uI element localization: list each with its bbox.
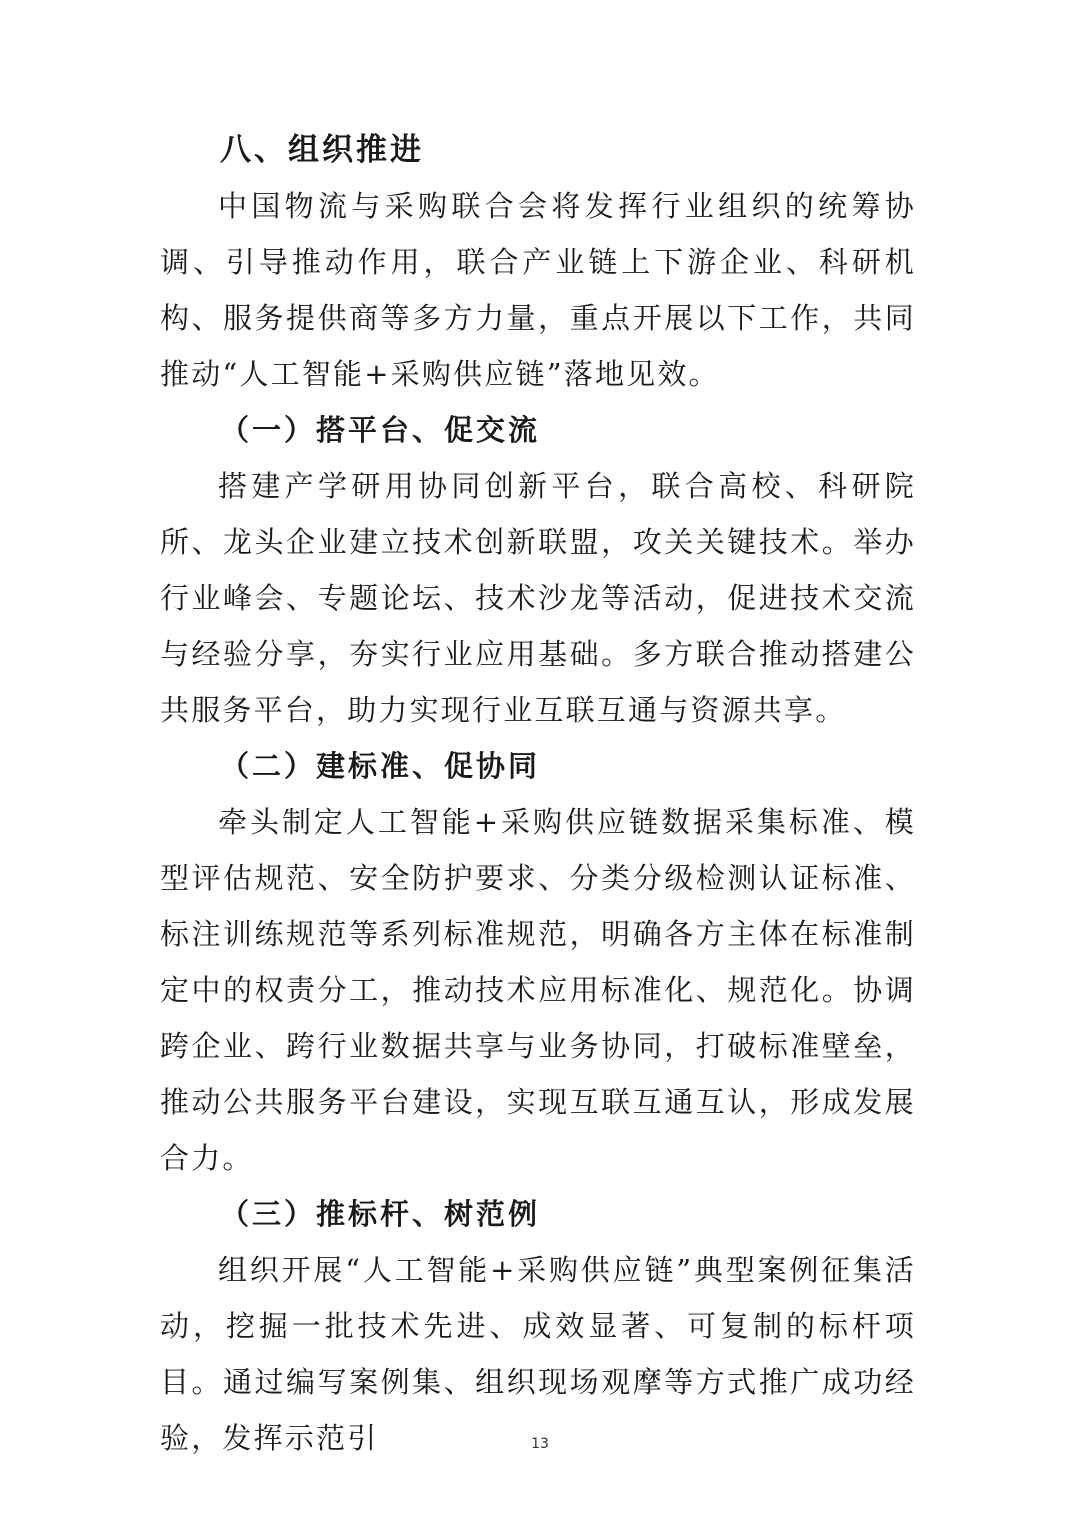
page-number: 13 [531,1436,549,1452]
page-content [160,122,916,1466]
subsection-heading-3: （三）推标杆、树范例 [220,1197,541,1231]
subsection-heading-2: （二）建标准、促协同 [220,749,541,783]
section-heading: 八、组织推进 [220,132,424,168]
subsection-paragraph-1: 搭建产学研用协同创新平台，联合高校、科研院所、龙头企业建立技术创新联盟，攻关关键技术。举办行业峰会、专题论坛、技术沙龙等活动，促进技术交流与经验分享，夯实行业应用基础。多方联合推动搭建公共服务平台，助力实现行业互联互通与资源共享。 [160,469,916,727]
subsection-paragraph-3: 组织开展“人工智能+采购供应链”典型案例征集活动，挖掘一批技术先进、成效显著、可复制的标杆项目。通过编写案例集、组织现场观摩等方式推广成功经验，发挥示范引 [160,1253,916,1455]
section-intro-paragraph: 中国物流与采购联合会将发挥行业组织的统筹协调、引导推动作用，联合产业链上下游企业、科研机构、服务提供商等多方力量，重点开展以下工作，共同推动“人工智能+采购供应链”落地见效。 [160,189,916,391]
subsection-heading-1: （一）搭平台、促交流 [220,413,541,447]
subsection-paragraph-2: 牵头制定人工智能+采购供应链数据采集标准、模型评估规范、安全防护要求、分类分级检测认证标准、标注训练规范等系列标准规范，明确各方主体在标准制定中的权责分工，推动技术应用标准化、规范化。协调跨企业、跨行业数据共享与业务协同，打破标准壁垒，推动公共服务平台建设，实现互联互通互认，形成发展合力。 [160,805,916,1175]
